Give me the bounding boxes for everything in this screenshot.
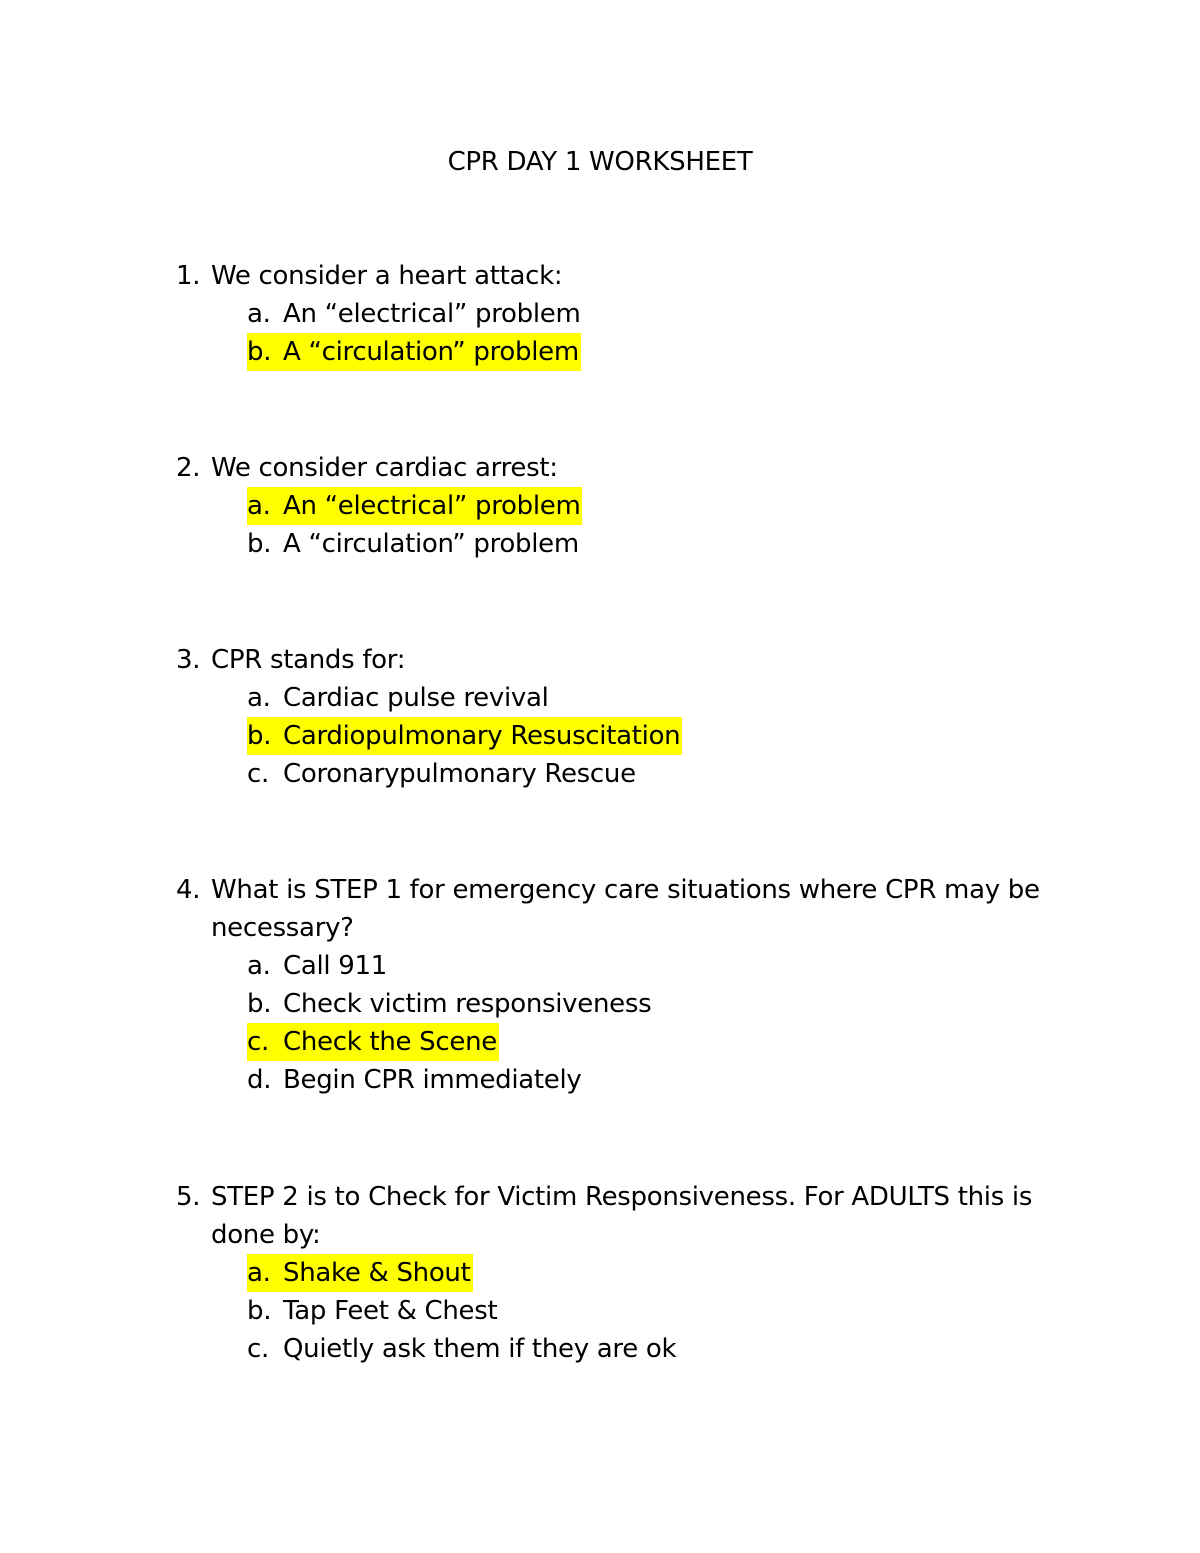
- answer-option-b: [247, 717, 1076, 755]
- option-text: Check the Scene: [283, 1027, 497, 1057]
- question-text: STEP 2 is to Check for Victim Responsiveness. For ADULTS this is done by:: [211, 1182, 1033, 1250]
- question-text: CPR stands for:: [211, 645, 406, 675]
- question-3: [176, 641, 1076, 793]
- option-text: A “circulation” problem: [283, 337, 579, 367]
- answer-option-b: [247, 985, 1076, 1023]
- option-letter: c.: [247, 1334, 269, 1364]
- option-letter: a.: [247, 1258, 271, 1288]
- question-text: We consider a heart attack:: [211, 261, 563, 291]
- answer-option-a: [247, 947, 1076, 985]
- option-text: Quietly ask them if they are ok: [283, 1334, 677, 1364]
- option-text: An “electrical” problem: [283, 299, 581, 329]
- option-text: Begin CPR immediately: [283, 1065, 582, 1095]
- question-number: 4.: [176, 875, 201, 905]
- question-text: We consider cardiac arrest:: [211, 453, 558, 483]
- answer-options: [176, 1254, 1076, 1368]
- answer-option-b: [247, 525, 1076, 563]
- question-3-prompt: [176, 641, 1076, 679]
- answer-options: [176, 487, 1076, 563]
- option-text: A “circulation” problem: [283, 529, 579, 559]
- question-2-prompt: [176, 449, 1076, 487]
- option-letter: a.: [247, 683, 271, 713]
- page-title: CPR DAY 1 WORKSHEET: [447, 147, 753, 177]
- option-letter: a.: [247, 491, 271, 521]
- option-letter: c.: [247, 759, 269, 789]
- option-letter: b.: [247, 1296, 272, 1326]
- question-4: [176, 871, 1076, 1099]
- question-5: [176, 1178, 1076, 1368]
- option-letter: c.: [247, 1027, 269, 1057]
- question-number: 5.: [176, 1182, 201, 1212]
- question-number: 2.: [176, 453, 201, 483]
- option-letter: b.: [247, 337, 272, 367]
- option-text: Tap Feet & Chest: [283, 1296, 498, 1326]
- option-letter: b.: [247, 529, 272, 559]
- question-text: What is STEP 1 for emergency care situations where CPR may be necessary?: [211, 875, 1040, 943]
- question-4-prompt: [176, 871, 1076, 947]
- answer-option-a: [247, 487, 1076, 525]
- question-number: 3.: [176, 645, 201, 675]
- answer-option-d: [247, 1061, 1076, 1099]
- answer-option-c: [247, 755, 1076, 793]
- question-number: 1.: [176, 261, 201, 291]
- question-1: [176, 257, 1076, 371]
- answer-options: [176, 679, 1076, 793]
- option-letter: b.: [247, 721, 272, 751]
- answer-option-b: [247, 1292, 1076, 1330]
- option-text: Check victim responsiveness: [283, 989, 652, 1019]
- option-text: An “electrical” problem: [283, 491, 581, 521]
- answer-option-a: [247, 295, 1076, 333]
- option-text: Cardiopulmonary Resuscitation: [283, 721, 681, 751]
- answer-option-a: [247, 1254, 1076, 1292]
- answer-option-b: [247, 333, 1076, 371]
- question-1-prompt: [176, 257, 1076, 295]
- option-text: Shake & Shout: [283, 1258, 471, 1288]
- answer-option-c: [247, 1330, 1076, 1368]
- answer-option-c: [247, 1023, 1076, 1061]
- question-5-prompt: [176, 1178, 1076, 1254]
- option-text: Coronarypulmonary Rescue: [283, 759, 636, 789]
- option-letter: b.: [247, 989, 272, 1019]
- question-2: [176, 449, 1076, 563]
- answer-option-a: [247, 679, 1076, 717]
- answer-options: [176, 947, 1076, 1099]
- option-text: Call 911: [283, 951, 388, 981]
- option-letter: d.: [247, 1065, 272, 1095]
- option-text: Cardiac pulse revival: [283, 683, 549, 713]
- option-letter: a.: [247, 299, 271, 329]
- option-letter: a.: [247, 951, 271, 981]
- answer-options: [176, 295, 1076, 371]
